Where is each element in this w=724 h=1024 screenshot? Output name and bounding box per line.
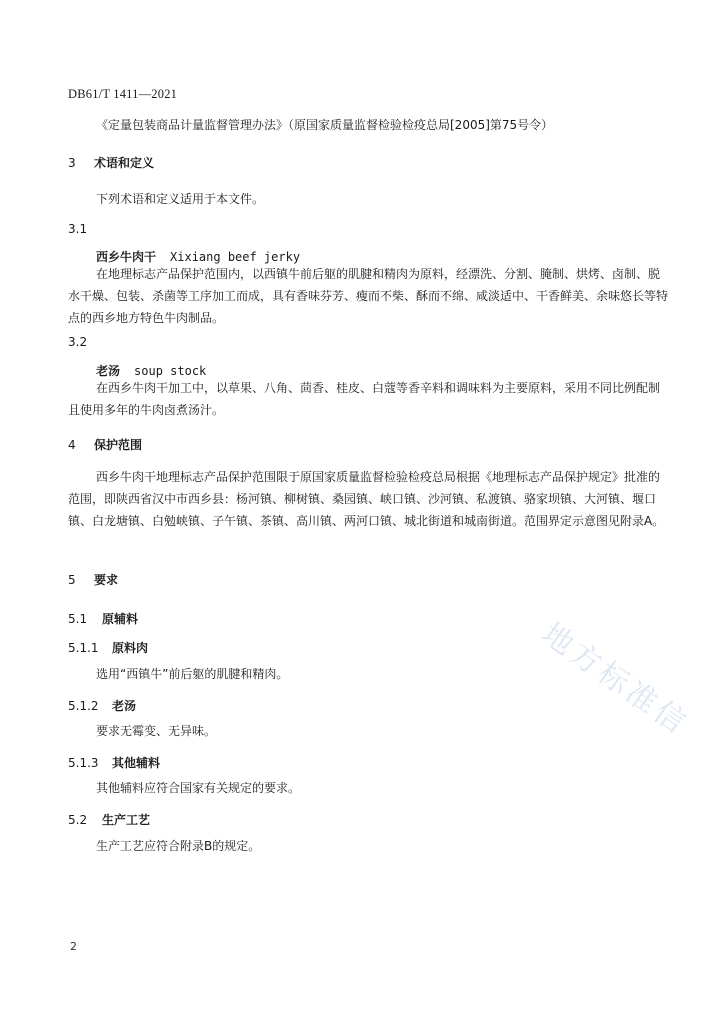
term-english: Xixiang beef jerky xyxy=(170,250,301,264)
section-3-intro: 下列术语和定义适用于本文件。 xyxy=(96,192,265,206)
section-number: 5.1.3 xyxy=(68,756,99,770)
section-5-1-1-body: 选用“西镇牛”前后躯的肌腱和精肉。 xyxy=(96,667,289,681)
section-title: 要求 xyxy=(94,573,119,587)
term-chinese: 老汤 xyxy=(96,364,121,378)
term-2-definition: 在西乡牛肉干加工中，以草果、八角、茴香、桂皮、白蔻等香辛料和调味料为主要原料，采用不同比例配制且使用多年的牛肉卤煮汤汁。 xyxy=(68,381,661,417)
section-5-1-1-heading xyxy=(68,639,148,656)
section-number: 5.1.2 xyxy=(68,699,99,713)
section-title: 原料肉 xyxy=(112,641,149,655)
section-5-1-2-body: 要求无霉变、无异味。 xyxy=(96,724,217,738)
term-chinese: 西乡牛肉干 xyxy=(96,250,157,264)
section-number: 4 xyxy=(68,438,76,452)
section-3-heading xyxy=(68,154,154,171)
section-5-heading xyxy=(68,571,118,588)
section-4-heading xyxy=(68,436,142,453)
term-2-number: 3.2 xyxy=(68,335,88,349)
reference-line: 《定量包装商品计量监督管理办法》（原国家质量监督检验检疫总局[2005]第75号令） xyxy=(96,118,554,132)
term-1-definition: 在地理标志产品保护范围内，以西镇牛前后躯的肌腱和精肉为原料，经漂洗、分割、腌制、烘烤、卤制、脱水干燥、包装、杀菌等工序加工而成，具有香味芬芳、瘦而不柴、酥而不绵、咸淡适中、干香鲜美、余味悠长等特点的西乡地方特色牛肉制品。 xyxy=(68,267,669,325)
section-title: 其他辅料 xyxy=(112,756,161,770)
section-4-body: 西乡牛肉干地理标志产品保护范围限于原国家质量监督检验检疫总局根据《地理标志产品保护规定》批准的范围，即陕西省汉中市西乡县：杨河镇、柳树镇、桑园镇、峡口镇、沙河镇、私渡镇、骆家坝镇、大河镇、堰口镇、白龙塘镇、白勉峡镇、子午镇、茶镇、高川镇、两河口镇、城北街道和城南街道。范围界定示意图见附录A。 xyxy=(68,470,665,528)
section-number: 5.1 xyxy=(68,612,88,626)
section-5-1-3-heading xyxy=(68,754,160,771)
section-5-1-3-body: 其他辅料应符合国家有关规定的要求。 xyxy=(96,781,301,795)
section-5-1-2-heading xyxy=(68,697,136,714)
section-5-2-heading xyxy=(68,811,150,828)
section-title: 术语和定义 xyxy=(94,156,155,170)
term-1-number: 3.1 xyxy=(68,222,88,236)
standard-number-header: DB61/T 1411—2021 xyxy=(68,87,178,101)
section-number: 5.1.1 xyxy=(68,641,99,655)
page-number: 2 xyxy=(70,940,77,953)
section-5-2-body: 生产工艺应符合附录B的规定。 xyxy=(96,839,261,853)
section-5-1-heading xyxy=(68,610,138,627)
section-title: 老汤 xyxy=(112,699,137,713)
section-number: 5 xyxy=(68,573,76,587)
section-title: 原辅料 xyxy=(102,612,139,626)
watermark-text: 地方标准信 xyxy=(535,616,695,743)
term-english: soup stock xyxy=(134,364,207,378)
section-number: 5.2 xyxy=(68,813,88,827)
section-title: 保护范围 xyxy=(94,438,143,452)
section-title: 生产工艺 xyxy=(102,813,151,827)
section-number: 3 xyxy=(68,156,76,170)
